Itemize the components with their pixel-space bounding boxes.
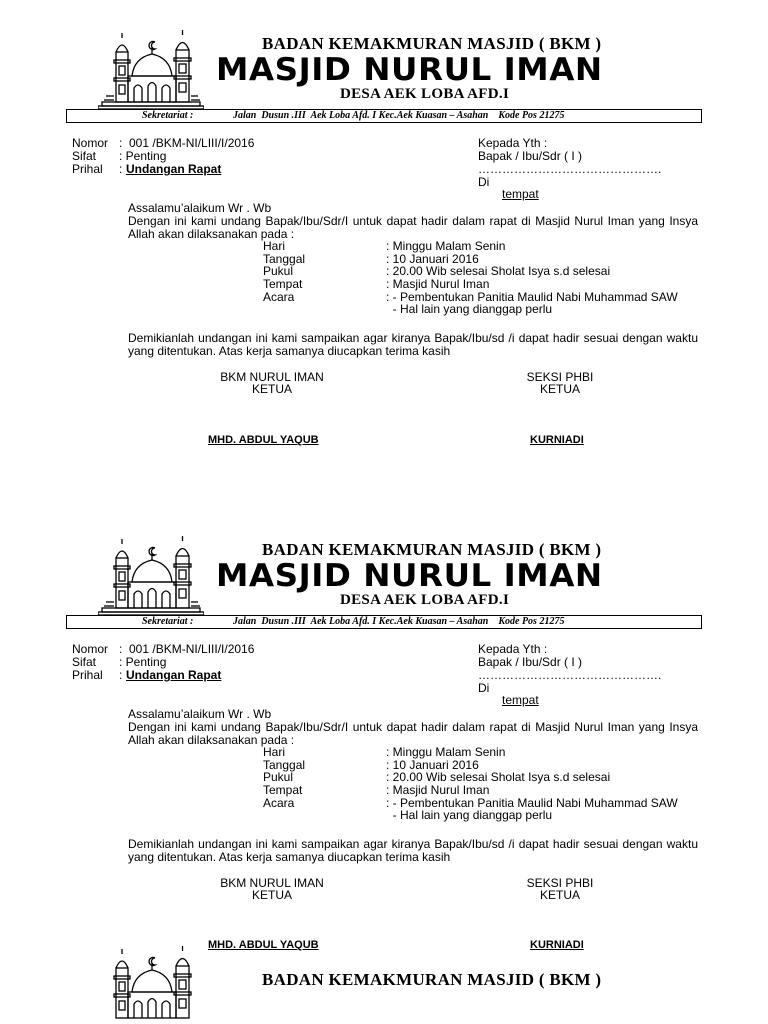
left-signature-title: KETUA: [251, 382, 293, 396]
recipient-kepada: Kepada Yth :: [478, 642, 548, 656]
acara-label: Acara: [263, 290, 295, 304]
invitation-letter-1: [0, 0, 768, 500]
pukul-label: Pukul: [263, 264, 294, 278]
nomor-value: : 001 /BKM-NI/LIII/I/2016: [119, 136, 255, 150]
secretariat-address: Jalan Dusun .III Aek Loba Afd. I Kec.Aek Kuasan – Asahan Kode Pos 21275: [233, 616, 565, 627]
right-signature-org: SEKSI PHBI: [526, 370, 594, 384]
nomor-value: : 001 /BKM-NI/LIII/I/2016: [119, 642, 255, 656]
masjid-name: MASJID NURUL IMAN: [216, 52, 603, 88]
hari-value: : Minggu Malam Senin: [386, 239, 506, 253]
desa-name: DESA AEK LOBA AFD.I: [340, 86, 510, 102]
right-signature-name: KURNIADI: [530, 434, 584, 446]
nomor-label: Nomor: [72, 642, 109, 656]
tanggal-value: : 10 Januari 2016: [386, 252, 479, 266]
tempat-label: Tempat: [263, 783, 303, 797]
intro-paragraph: Dengan ini kami undang Bapak/Ibu/Sdr/I untuk dapat hadir dalam rapat di Masjid Nurul Iman yang Insya Allah akan dilaksanakan pada :: [128, 720, 698, 747]
closing-paragraph: Demikianlah undangan ini kami sampaikan agar kiranya Bapak/Ibu/sd /i dapat hadir sesuai dengan waktu yang ditentukan. Atas kerja samanya diucapkan terima kasih: [128, 837, 698, 864]
right-signature-title: KETUA: [539, 382, 581, 396]
sifat-label: Sifat: [72, 655, 97, 669]
recipient-kepada: Kepada Yth :: [478, 136, 548, 150]
prihal-value: Undangan Rapat: [126, 162, 222, 176]
tempat-value: : Masjid Nurul Iman: [386, 783, 490, 797]
hari-label: Hari: [263, 745, 286, 759]
salam: Assalamu’alaikum Wr . Wb: [128, 201, 272, 215]
pukul-label: Pukul: [263, 770, 294, 784]
prihal-value: Undangan Rapat: [126, 668, 222, 682]
masjid-name: MASJID NURUL IMAN: [216, 558, 603, 594]
recipient-dots: ……………………………………….: [478, 668, 662, 682]
pukul-value: : 20.00 Wib selesai Sholat Isya s.d selesai: [386, 770, 611, 784]
left-signature-name: MHD. ABDUL YAQUB: [208, 434, 319, 446]
salam: Assalamu’alaikum Wr . Wb: [128, 707, 272, 721]
left-signature-name: MHD. ABDUL YAQUB: [208, 939, 319, 951]
tanggal-label: Tanggal: [263, 252, 306, 266]
secretariat-label: Sekretariat :: [142, 110, 194, 121]
pukul-value: : 20.00 Wib selesai Sholat Isya s.d selesai: [386, 264, 611, 278]
prihal-label: Prihal: [72, 668, 103, 682]
org-name: BADAN KEMAKMURAN MASJID ( BKM ): [262, 970, 602, 989]
tempat-label: Tempat: [263, 277, 303, 291]
tempat-value: : Masjid Nurul Iman: [386, 277, 490, 291]
acara-label: Acara: [263, 796, 295, 810]
closing-paragraph: Demikianlah undangan ini kami sampaikan agar kiranya Bapak/Ibu/sd /i dapat hadir sesuai dengan waktu yang ditentukan. Atas kerja samanya diucapkan terima kasih: [128, 331, 698, 358]
right-signature-name: KURNIADI: [530, 939, 584, 951]
org-name: BADAN KEMAKMURAN MASJID ( BKM ): [262, 34, 602, 53]
hari-label: Hari: [263, 239, 286, 253]
recipient-di: Di: [478, 175, 490, 189]
nomor-label: Nomor: [72, 136, 109, 150]
acara-value-1: : - Pembentukan Panitia Maulid Nabi Muhammad SAW: [386, 290, 678, 304]
sifat-label: Sifat: [72, 149, 97, 163]
recipient-dots: ……………………………………….: [478, 162, 662, 176]
tanggal-value: : 10 Januari 2016: [386, 758, 479, 772]
mosque-logo-icon: [98, 30, 204, 110]
sifat-value: : Penting: [119, 149, 167, 163]
recipient-bapak: Bapak / Ibu/Sdr ( I ): [478, 149, 583, 163]
secretariat-address: Jalan Dusun .III Aek Loba Afd. I Kec.Aek Kuasan – Asahan Kode Pos 21275: [233, 110, 565, 121]
mosque-logo-icon: [98, 946, 204, 1024]
org-name: BADAN KEMAKMURAN MASJID ( BKM ): [262, 540, 602, 559]
left-signature-org: BKM NURUL IMAN: [220, 370, 324, 384]
acara-value-1: : - Pembentukan Panitia Maulid Nabi Muhammad SAW: [386, 796, 678, 810]
secretariat-bar: [66, 109, 702, 123]
intro-paragraph: Dengan ini kami undang Bapak/Ibu/Sdr/I untuk dapat hadir dalam rapat di Masjid Nurul Iman yang Insya Allah akan dilaksanakan pada :: [128, 214, 698, 241]
sifat-value: : Penting: [119, 655, 167, 669]
left-signature-title: KETUA: [251, 888, 293, 902]
tanggal-label: Tanggal: [263, 758, 306, 772]
prihal-colon: :: [119, 162, 126, 176]
invitation-letter-3: [0, 916, 768, 1024]
mosque-logo-icon: [98, 536, 204, 616]
right-signature-title: KETUA: [539, 888, 581, 902]
prihal-colon: :: [119, 668, 126, 682]
acara-value-2: - Hal lain yang dianggap perlu: [386, 302, 553, 316]
prihal-label: Prihal: [72, 162, 103, 176]
secretariat-bar: [66, 615, 702, 629]
hari-value: : Minggu Malam Senin: [386, 745, 506, 759]
recipient-tempat: tempat: [502, 187, 539, 201]
left-signature-org: BKM NURUL IMAN: [220, 876, 324, 890]
desa-name: DESA AEK LOBA AFD.I: [340, 592, 510, 608]
recipient-tempat: tempat: [502, 693, 539, 707]
recipient-bapak: Bapak / Ibu/Sdr ( I ): [478, 655, 583, 669]
recipient-di: Di: [478, 681, 490, 695]
acara-value-2: - Hal lain yang dianggap perlu: [386, 808, 553, 822]
right-signature-org: SEKSI PHBI: [526, 876, 594, 890]
secretariat-label: Sekretariat :: [142, 616, 194, 627]
